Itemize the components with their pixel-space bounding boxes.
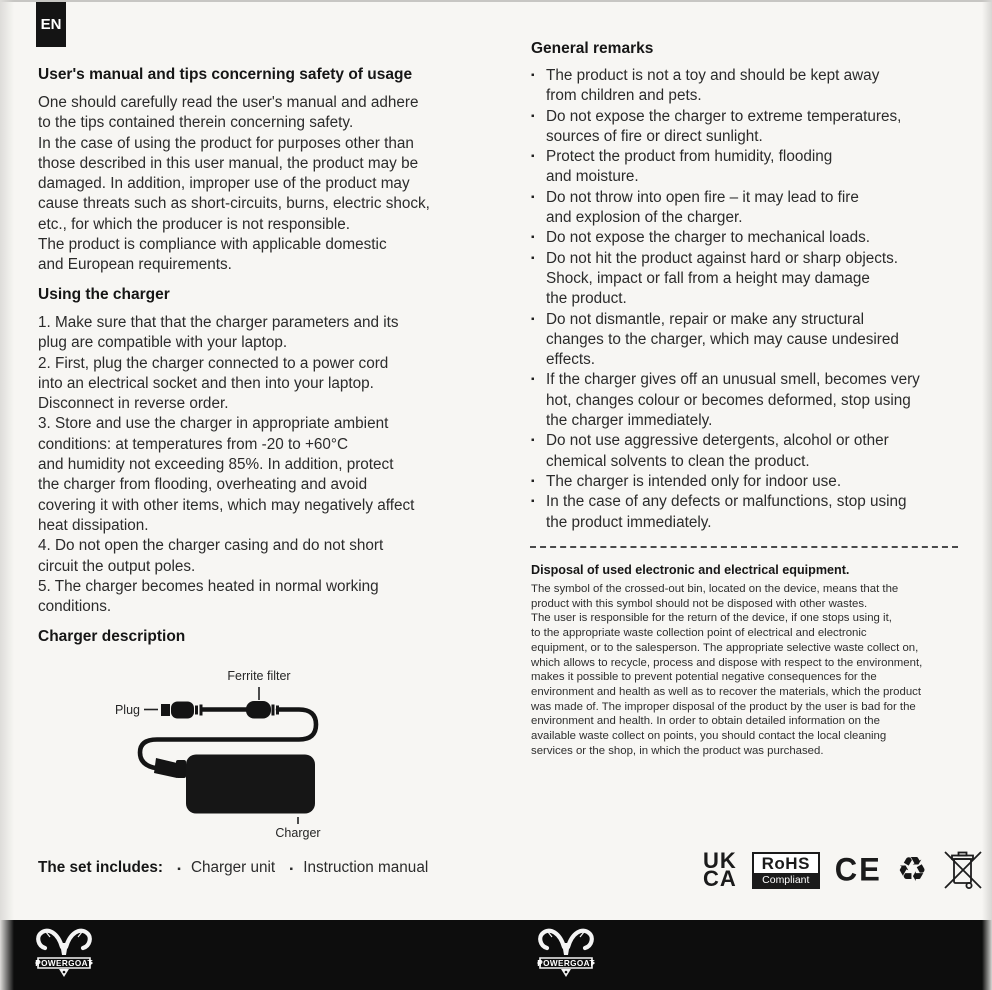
using-section-title: Using the charger [38, 286, 170, 303]
text-line: Do not hit the product against hard or sharp objects. [546, 249, 899, 267]
bullet-item [531, 249, 920, 310]
bullet-text [546, 431, 889, 472]
using-steps [38, 313, 414, 617]
text-line: heat dissipation. [38, 516, 149, 534]
text-line: In the case of any defects or malfunctions, stop using [546, 493, 907, 511]
text-line: was made of. The improper disposal of the product by the user is bad for the [531, 700, 916, 713]
text-line: circuit the output poles. [38, 557, 196, 575]
text-line: Do not throw into open fire – it may lead to fire [546, 188, 859, 206]
text-line: cause threats such as short-circuits, burns, electric shock, [38, 195, 430, 213]
text-line: 1. Make sure that that the charger parameters and its [38, 314, 399, 331]
set-includes-item: Instruction manual [303, 859, 429, 876]
text-line: The user is responsible for the return of the device, if one stops using it, [531, 612, 892, 625]
text-line: equipment, or to the salesperson. The appropriate selective waste collect on, [531, 641, 919, 654]
bullet-icon [531, 66, 546, 107]
text-line: conditions. [38, 598, 112, 616]
bullet-icon [289, 864, 293, 875]
disposal-paragraph [531, 582, 922, 758]
text-line: and European requirements. [38, 256, 232, 274]
footer-bar [0, 920, 992, 990]
safety-paragraph [38, 93, 430, 276]
text-line: from children and pets. [546, 87, 702, 105]
bullet-text [546, 147, 832, 188]
rohs-mark [752, 852, 820, 889]
text-line: plug are compatible with your laptop. [38, 334, 288, 352]
ukca-line1: UK [703, 848, 737, 873]
text-line: changes to the charger, which may cause undesired [546, 330, 899, 348]
bullet-icon [531, 107, 546, 148]
bullet-text [546, 472, 841, 492]
text-line: The symbol of the crossed-out bin, located on the device, means that the [531, 583, 899, 595]
ukca-mark [703, 848, 737, 891]
plug-body [171, 702, 194, 719]
text-line: product with this symbol should not be disposed with other wastes. [531, 597, 868, 610]
text-line: etc., for which the producer is not responsible. [38, 215, 351, 233]
set-includes-item: Charger unit [191, 859, 276, 876]
text-line: 4. Do not open the charger casing and do not short [38, 537, 384, 555]
bullet-item [531, 147, 920, 188]
text-line: hot, changes colour or becomes deformed, stop using [546, 391, 911, 409]
text-line: One should carefully read the user's manual and adhere [38, 94, 419, 111]
text-line: Do not use aggressive detergents, alcohol or other [546, 432, 889, 450]
crossed-out-bin-icon [942, 847, 984, 893]
goat-face [562, 943, 570, 955]
text-line: which allows to recycle, process and dispose with respect to the environment, [531, 656, 923, 669]
dc-plug-sleeve [176, 760, 186, 778]
text-line: In the case of using the product for purposes other than [38, 134, 414, 152]
bullet-item [531, 472, 920, 492]
text-line: 5. The charger becomes heated in normal working [38, 577, 379, 595]
text-line: effects. [546, 351, 596, 369]
bullet-icon [177, 864, 181, 875]
dashed-separator [530, 546, 958, 548]
text-line: conditions: at temperatures from -20 to +60°C [38, 435, 349, 453]
bullet-item [531, 188, 920, 229]
bullet-text [546, 107, 901, 148]
bullet-item [531, 107, 920, 148]
bullet-text [546, 370, 920, 431]
disposal-title: Disposal of used electronic and electrical equipment. [531, 563, 850, 577]
powergoat-logo [34, 925, 94, 981]
text-line: the product. [546, 290, 627, 308]
text-line: environment and health. In order to obtain detailed information on the [531, 715, 880, 728]
text-line: to the appropriate waste collection point of electrical and electronic [531, 627, 867, 640]
recycling-symbol-icon: ♻ [896, 850, 928, 890]
bullet-icon [531, 472, 546, 492]
language-badge-label: EN [40, 16, 62, 33]
text-line: makes it possible to prevent potential negative consequences for the [531, 671, 877, 684]
charger-brick [186, 755, 315, 814]
bullet-item [531, 228, 920, 248]
brand-name: POWERGOAT [35, 959, 93, 968]
general-remarks-title: General remarks [531, 40, 654, 57]
text-line: Shock, impact or fall from a height may damage [546, 269, 870, 287]
bullet-text [546, 310, 899, 371]
text-line: Do not dismantle, repair or make any structural [546, 310, 864, 328]
bullet-item [531, 492, 920, 533]
bullet-icon [531, 147, 546, 188]
scan-top-edge [0, 0, 992, 2]
text-line: The product is not a toy and should be kept away [546, 67, 880, 84]
text-line: those described in this user manual, the product may be [38, 154, 419, 172]
plug-tip [161, 704, 170, 716]
text-line: chemical solvents to clean the product. [546, 452, 810, 470]
bullet-icon [531, 310, 546, 371]
bullet-text [546, 66, 879, 107]
text-line: the charger immediately. [546, 412, 713, 430]
text-line: services or the shop, in which the product was purchased. [531, 744, 824, 757]
charger-diagram [100, 663, 360, 845]
text-line: 3. Store and use the charger in appropriate ambient [38, 415, 389, 433]
text-line: The charger is intended only for indoor use. [546, 472, 842, 490]
ferrite-bead [246, 701, 271, 719]
charger-description-title: Charger description [38, 628, 186, 645]
text-line: covering it with other items, which may negatively affect [38, 496, 415, 514]
bullet-icon [531, 431, 546, 472]
bullet-icon [531, 249, 546, 310]
bullet-item [531, 66, 920, 107]
text-line: the charger from flooding, overheating and avoid [38, 476, 368, 494]
language-badge [36, 2, 66, 47]
bullet-icon [531, 492, 546, 533]
ukca-line2: CA [703, 866, 737, 891]
ferrite-filter-label: Ferrite filter [227, 669, 291, 683]
bullet-text [546, 228, 870, 248]
ce-mark: CE [834, 851, 882, 888]
bullet-icon [531, 370, 546, 431]
bullet-icon [531, 188, 546, 229]
text-line: sources of fire or direct sunlight. [546, 127, 763, 145]
bullet-item [531, 310, 920, 371]
set-includes-line [38, 859, 428, 877]
bullet-text [546, 492, 907, 533]
certification-marks [703, 845, 984, 895]
text-line: Disconnect in reverse order. [38, 395, 229, 413]
dc-plug [154, 758, 177, 778]
rohs-line2: Compliant [754, 873, 818, 887]
text-line: to the tips contained therein concerning safety. [38, 114, 354, 132]
text-line: The product is compliance with applicable domestic [38, 236, 387, 254]
bullet-item [531, 370, 920, 431]
text-line: Do not expose the charger to extreme temperatures, [546, 107, 902, 125]
text-line: environment and health as well as to recover the materials, which the product [531, 685, 922, 698]
brand-name: POWERGOAT [537, 959, 595, 968]
charger-label: Charger [275, 826, 321, 840]
safety-section-title: User's manual and tips concerning safety of usage [38, 66, 413, 83]
bullet-text [546, 188, 859, 229]
text-line: and explosion of the charger. [546, 209, 743, 227]
text-line: Do not expose the charger to mechanical loads. [546, 229, 870, 247]
general-remarks-list [531, 66, 920, 533]
set-includes-label: The set includes: [38, 859, 163, 876]
text-line: into an electrical socket and then into your laptop. [38, 374, 374, 392]
powergoat-logo [536, 925, 596, 981]
bullet-item [531, 431, 920, 472]
text-line: and humidity not exceeding 85%. In addition, protect [38, 456, 394, 474]
cable-rib [195, 706, 198, 715]
text-line: and moisture. [546, 168, 639, 186]
text-line: 2. First, plug the charger connected to a power cord [38, 354, 389, 372]
text-line: available waste collect on points, you should contact the local cleaning [531, 730, 887, 743]
rohs-line1: RoHS [761, 853, 810, 873]
goat-face [60, 943, 68, 955]
plug-label: Plug [114, 703, 140, 717]
text-line: the product immediately. [546, 513, 712, 531]
bullet-text [546, 249, 898, 310]
text-line: Protect the product from humidity, flooding [546, 148, 833, 166]
cable-rib [272, 705, 275, 716]
text-line: If the charger gives off an unusual smell, becomes very [546, 371, 920, 389]
bullet-icon [531, 228, 546, 248]
text-line: damaged. In addition, improper use of the product may [38, 175, 410, 193]
